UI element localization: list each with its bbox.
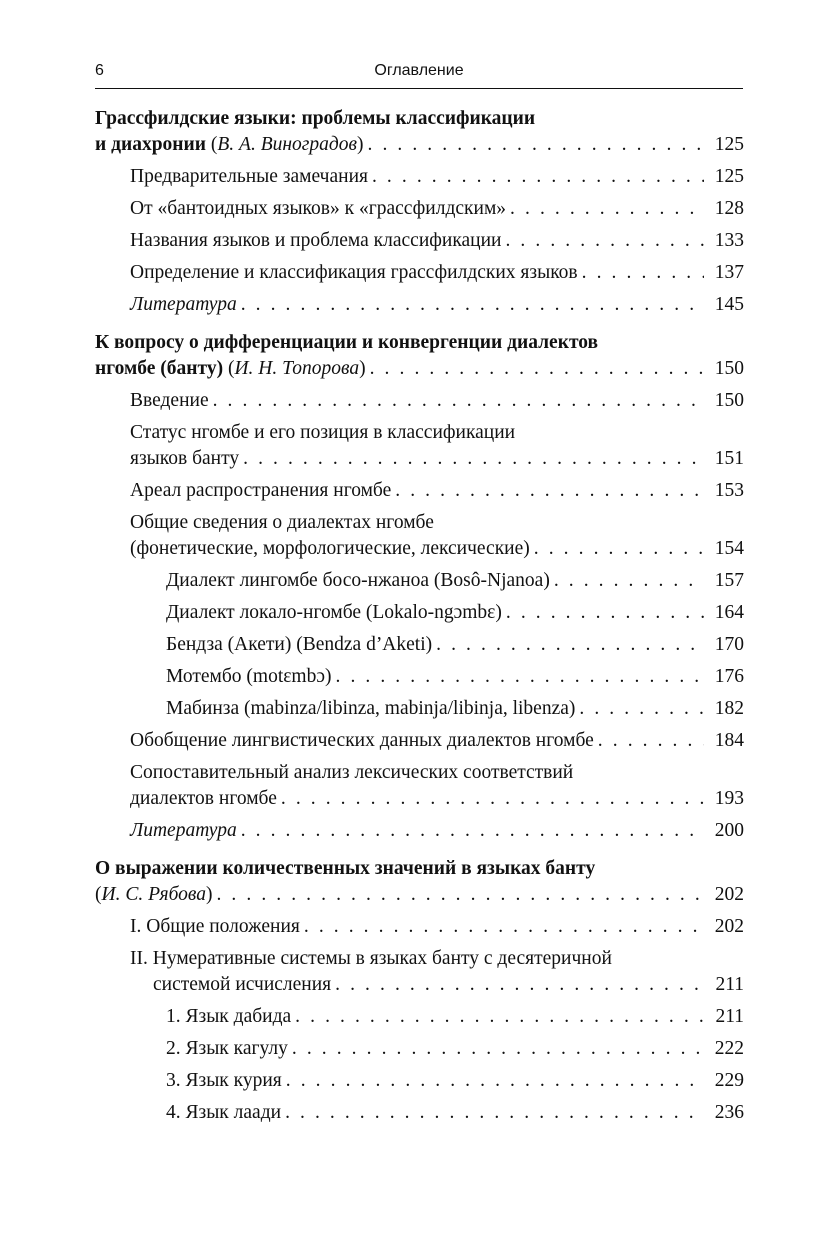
dot-leader xyxy=(241,292,704,318)
section-title: К вопросу о дифференциации и конвергенции диалектов xyxy=(95,332,599,353)
entry-title: Обобщение лингвистических данных диалектов нгомбе xyxy=(130,730,594,751)
entry-title: 1. Язык дабида xyxy=(166,1006,292,1027)
dot-leader xyxy=(285,1100,704,1126)
page-ref: 211 xyxy=(715,974,744,995)
dot-leader xyxy=(216,882,704,908)
toc-entry[interactable] xyxy=(95,728,744,754)
entry-title: Литература xyxy=(130,294,237,315)
page-ref: 133 xyxy=(714,230,744,251)
toc-entry[interactable] xyxy=(95,196,744,222)
dot-leader xyxy=(243,446,704,472)
page-ref: 164 xyxy=(714,602,744,623)
entry-title-line1: Сопоставительный анализ лексических соответствий xyxy=(130,762,574,783)
dot-leader xyxy=(510,196,704,222)
page-ref: 184 xyxy=(714,730,744,751)
entry-title: 2. Язык кагулу xyxy=(166,1038,288,1059)
entry-title: Названия языков и проблема классификации xyxy=(130,230,502,251)
entry-title-line1: II. Нумеративные системы в языках банту с десятеричной xyxy=(130,948,612,969)
section-heading-entry[interactable]: нгомбе (банту) (И. Н. Топорова) . . . 150 xyxy=(95,356,744,382)
entry-title: Ареал распространения нгомбе xyxy=(130,480,392,501)
entry-title: Диалект лингомбе босо-нжаноа (Bosô-Njanoa) xyxy=(166,570,550,591)
dot-leader xyxy=(336,664,705,690)
dot-leader xyxy=(579,696,704,722)
entry-title-line1: Общие сведения о диалектах нгомбе xyxy=(130,512,434,533)
page-ref: 154 xyxy=(714,538,744,559)
toc-entry[interactable] xyxy=(95,446,744,472)
page-ref: 125 xyxy=(714,134,744,155)
entry-title: Литература xyxy=(130,820,237,841)
page-ref: 170 xyxy=(714,634,744,655)
running-title: Оглавление xyxy=(374,62,464,79)
section-heading-entry[interactable]: (И. С. Рябова) . . . 202 xyxy=(95,882,744,908)
page-ref: 153 xyxy=(714,480,744,501)
entry-title: Диалект локало-нгомбе (Lokalo-ngɔmbɛ) xyxy=(166,602,502,623)
section-title-cont: нгомбе (банту) xyxy=(95,358,224,379)
page-ref: 137 xyxy=(714,262,744,283)
dot-leader xyxy=(582,260,704,286)
toc-section-ngombe xyxy=(95,330,744,844)
page-ref: 202 xyxy=(714,884,744,905)
page-ref: 151 xyxy=(714,448,744,469)
entry-title: диалектов нгомбе xyxy=(130,788,277,809)
toc-entry[interactable] xyxy=(95,786,744,812)
toc-entry[interactable] xyxy=(95,388,744,414)
toc-subentry[interactable] xyxy=(95,600,744,626)
running-header xyxy=(95,62,743,89)
page-ref: 157 xyxy=(714,570,744,591)
dot-leader xyxy=(281,786,704,812)
page-ref: 145 xyxy=(714,294,744,315)
toc-subentry[interactable] xyxy=(95,1036,744,1062)
entry-title: системой исчисления xyxy=(153,974,332,995)
entry-title: От «бантоидных языков» к «грассфилдским» xyxy=(130,198,507,219)
dot-leader xyxy=(395,478,704,504)
page-ref: 229 xyxy=(714,1070,744,1091)
toc-entry[interactable] xyxy=(95,164,744,190)
dot-leader xyxy=(506,600,704,626)
dot-leader xyxy=(241,818,704,844)
entry-title: Бендза (Акети) (Bendza d’Aketi) xyxy=(166,634,433,655)
dot-leader xyxy=(534,536,704,562)
page-number: 6 xyxy=(95,62,104,79)
toc-entry[interactable] xyxy=(95,536,744,562)
dot-leader xyxy=(436,632,704,658)
dot-leader xyxy=(368,132,705,158)
toc-subentry[interactable] xyxy=(95,1004,744,1030)
entry-title: Мабинза (mabinza/libinza, mabinja/libinja, libenza) xyxy=(166,698,576,719)
toc-entry-literature[interactable] xyxy=(95,292,744,318)
toc-entry[interactable] xyxy=(95,478,744,504)
dot-leader xyxy=(370,356,704,382)
dot-leader xyxy=(505,228,704,254)
entry-title-line1: Статус нгомбе и его позиция в классификации xyxy=(130,422,516,443)
toc-subentry[interactable] xyxy=(95,696,744,722)
page-ref: 125 xyxy=(714,166,744,187)
entry-title: I. Общие положения xyxy=(130,916,300,937)
section-author: И. Н. Топорова xyxy=(234,358,360,379)
page-ref: 211 xyxy=(715,1006,744,1027)
toc-entry[interactable] xyxy=(95,228,744,254)
page-ref: 150 xyxy=(714,390,744,411)
table-of-contents xyxy=(95,106,744,1138)
entry-title: Определение и классификация грассфилдских языков xyxy=(130,262,578,283)
toc-subentry[interactable] xyxy=(95,1100,744,1126)
page-ref: 193 xyxy=(714,788,744,809)
page-ref: 202 xyxy=(714,916,744,937)
section-author: В. А. Виноградов xyxy=(217,134,357,155)
page-ref: 222 xyxy=(714,1038,744,1059)
toc-entry[interactable] xyxy=(95,914,744,940)
entry-title: Предварительные замечания xyxy=(130,166,368,187)
dot-leader xyxy=(286,1068,704,1094)
dot-leader xyxy=(372,164,704,190)
toc-entry-literature[interactable] xyxy=(95,818,744,844)
page-ref: 150 xyxy=(714,358,744,379)
toc-section-bantu-numerals xyxy=(95,856,744,1126)
section-title: О выражении количественных значений в языках банту xyxy=(95,858,596,879)
section-title: Грассфилдские языки: проблемы классификации xyxy=(95,108,536,129)
entry-title: (фонетические, морфологические, лексические) xyxy=(130,538,530,559)
dot-leader xyxy=(295,1004,704,1030)
entry-title: 4. Язык лаади xyxy=(166,1102,282,1123)
toc-subentry[interactable] xyxy=(95,568,744,594)
toc-subentry[interactable] xyxy=(95,632,744,658)
section-heading-entry[interactable]: и диахронии (В. А. Виноградов) . . . 125 xyxy=(95,132,744,158)
section-author: И. С. Рябова xyxy=(101,884,206,905)
toc-entry[interactable] xyxy=(95,260,744,286)
section-title-cont: и диахронии xyxy=(95,134,207,155)
toc-subentry[interactable] xyxy=(95,1068,744,1094)
dot-leader xyxy=(292,1036,704,1062)
toc-subentry[interactable] xyxy=(95,664,744,690)
toc-entry[interactable] xyxy=(95,972,744,998)
page-ref: 182 xyxy=(714,698,744,719)
dot-leader xyxy=(335,972,704,998)
page-ref: 128 xyxy=(714,198,744,219)
page-ref: 236 xyxy=(714,1102,744,1123)
dot-leader xyxy=(213,388,704,414)
dot-leader xyxy=(304,914,704,940)
entry-title: языков банту xyxy=(130,448,240,469)
entry-title: Введение xyxy=(130,390,209,411)
dot-leader xyxy=(598,728,704,754)
page-ref: 200 xyxy=(714,820,744,841)
dot-leader xyxy=(554,568,704,594)
entry-title: 3. Язык курия xyxy=(166,1070,282,1091)
entry-title: Мотембо (motɛmbɔ) xyxy=(166,666,332,687)
page-ref: 176 xyxy=(714,666,744,687)
toc-section-grassfields xyxy=(95,106,744,318)
